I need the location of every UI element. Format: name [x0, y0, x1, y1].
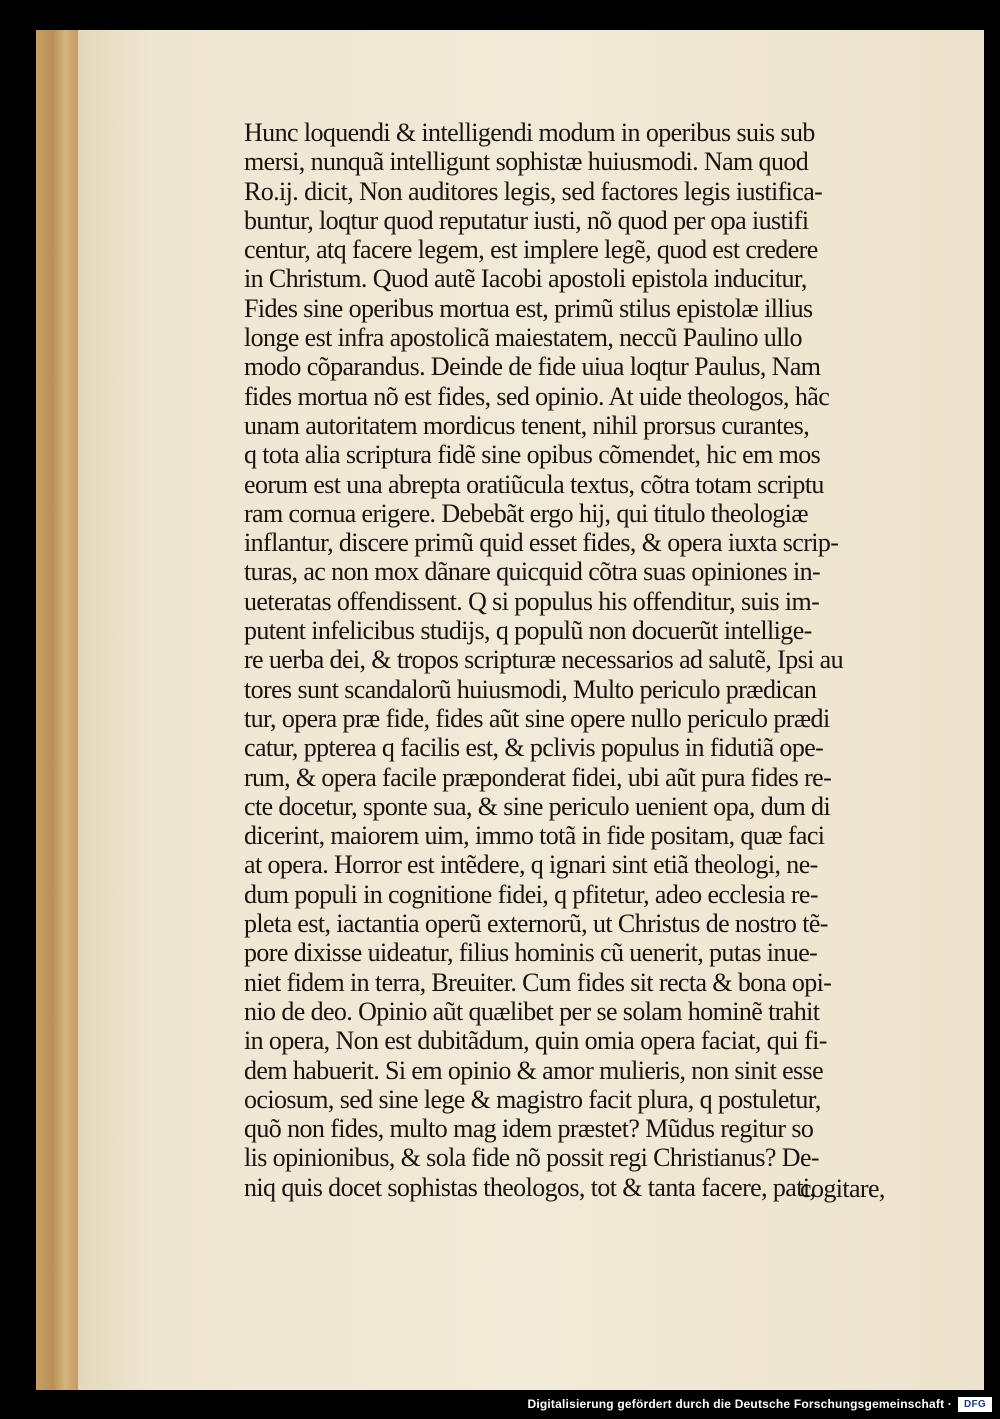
dfg-logo-icon: DFG: [958, 1397, 992, 1412]
text-line: pore dixisse uideatur, filius hominis cũ uenerit, putas inue-: [244, 938, 818, 968]
text-line: ociosum, sed sine lege & magistro facit plura, q postuletur,: [244, 1084, 821, 1114]
text-line: Fides sine operibus mortua est, primũ stilus epistolæ illius: [244, 293, 813, 323]
text-line: cte docetur, sponte sua, & sine periculo uenient opa, dum di: [244, 791, 831, 821]
text-line: mersi, nunquã intelligunt sophistæ huiusmodi. Nam quod: [244, 147, 809, 177]
text-line: tur, opera præ fide, fides aũt sine opere nullo periculo prædi: [244, 703, 830, 733]
text-line: ueteratas offendissent. Q si populus his offenditur, suis im-: [244, 586, 820, 616]
text-line: Ro.ij. dicit, Non auditores legis, sed factores legis iustifica-: [244, 176, 823, 206]
text-line: at opera. Horror est intẽdere, q ignari sint etiã theologi, ne-: [244, 850, 818, 880]
text-line: centur, atq facere legem, est implere legẽ, quod est credere: [244, 235, 818, 265]
text-block: [244, 118, 924, 1202]
text-line: in Christum. Quod autẽ Iacobi apostoli epistola inducitur,: [244, 264, 807, 294]
text-line: dem habuerit. Si em opinio & amor mulieris, non sinit esse: [244, 1055, 824, 1085]
text-line: putent infelicibus studijs, q populũ non docuerũt intellige-: [244, 616, 812, 646]
text-line: dum populi in cognitione fidei, q pfitetur, adeo ecclesia re-: [244, 879, 818, 909]
text-line: re uerba dei, & tropos scripturæ necessarios ad salutẽ, Ipsi au: [244, 645, 844, 675]
text-line: Hunc loquendi & intelligendi modum in operibus suis sub: [244, 118, 815, 147]
text-line: rum, & opera facile præponderat fidei, ubi aũt pura fides re-: [244, 762, 832, 792]
text-line: in opera, Non est dubitãdum, quin omia opera faciat, qui fi-: [244, 1026, 827, 1056]
page-edges: [36, 30, 78, 1390]
text-line: nio de deo. Opinio aũt quælibet per se solam hominẽ trahit: [244, 996, 820, 1026]
text-line: fides mortua nõ est fides, sed opinio. At uide theologos, hãc: [244, 381, 830, 411]
text-line: eorum est una abrepta oratiũcula textus, cõtra totam scriptu: [244, 469, 824, 499]
text-line: niq quis docet sophistas theologos, tot & tanta facere, pati,: [244, 1172, 816, 1202]
funding-credit: Digitalisierung gefördert durch die Deutsche Forschungsgemeinschaft ·: [527, 1397, 952, 1411]
catchword: cogitare,: [800, 1174, 885, 1203]
text-line: q tota alia scriptura fidẽ sine opibus cõmendet, hic em mos: [244, 440, 821, 470]
text-line: niet fidem in terra, Breuiter. Cum fides sit recta & bona opi-: [244, 967, 832, 997]
text-line: longe est infra apostolicã maiestatem, neccũ Paulino ullo: [244, 323, 802, 353]
text-line: turas, ac non mox dãnare quicquid cõtra suas opiniones in-: [244, 557, 821, 587]
text-line: pleta est, iactantia operũ externorũ, ut Christus de nostro tẽ-: [244, 909, 828, 939]
text-line: ram cornua erigere. Debebãt ergo hij, qui titulo theologiæ: [244, 498, 808, 528]
text-line: modo cõparandus. Deinde de fide uiua loqtur Paulus, Nam: [244, 352, 821, 382]
text-line: inflantur, discere primũ quid esset fides, & opera iuxta scrip-: [244, 528, 839, 558]
text-line: quõ non fides, multo mag idem præstet? Mũdus regitur so: [244, 1114, 814, 1144]
text-line: unam autoritatem mordicus tenent, nihil prorsus curantes,: [244, 410, 810, 440]
text-line: catur, ppterea q facilis est, & pclivis populus in fidutiã ope-: [244, 733, 824, 763]
footer-bar: [0, 1390, 1000, 1419]
text-line: lis opinionibus, & sola fide nõ possit regi Christianus? De-: [244, 1143, 819, 1173]
text-line: dicerint, maiorem uim, immo totã in fide positam, quæ faci: [244, 821, 825, 851]
text-line: tores sunt scandalorũ huiusmodi, Multo periculo prædican: [244, 674, 817, 704]
text-line: buntur, loqtur quod reputatur iusti, nõ quod per opa iustifi: [244, 205, 809, 235]
